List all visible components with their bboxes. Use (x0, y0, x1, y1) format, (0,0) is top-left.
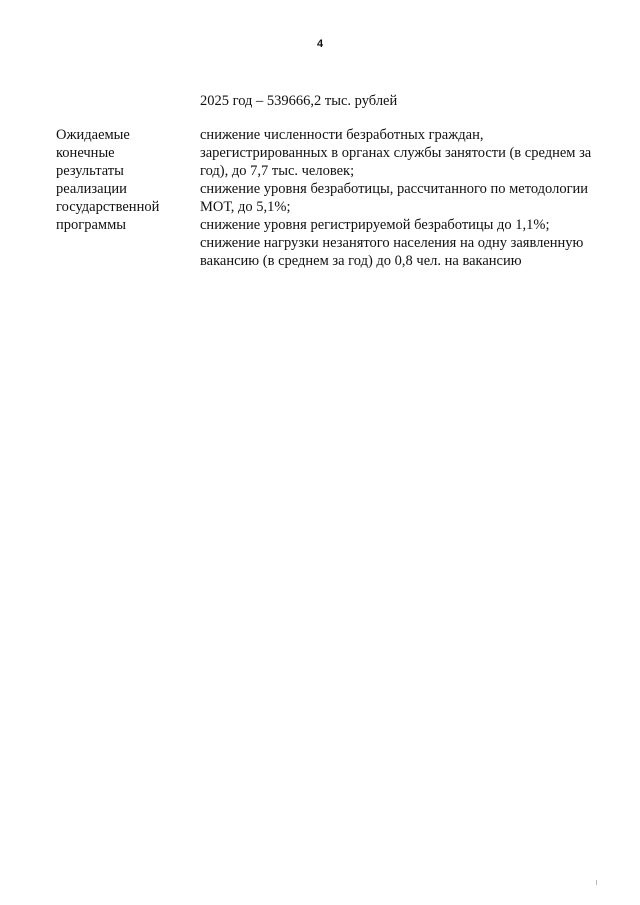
result-item-ilo-unemployment-rate: снижение уровня безработицы, рассчитанного по методологии МОТ, до 5,1%; (200, 181, 589, 215)
label-line: результаты (56, 163, 124, 179)
page-number: 4 (316, 38, 324, 50)
expected-results-label (56, 126, 186, 234)
result-item-registered-unemployment-rate: снижение уровня регистрируемой безработицы до 1,1%; (200, 217, 550, 233)
scan-mark (596, 880, 597, 885)
funding-line-2025: 2025 год – 539666,2 тыс. рублей (200, 93, 398, 109)
label-line: государственной (56, 199, 160, 215)
label-line: конечные (56, 145, 115, 161)
expected-results-list (200, 126, 610, 270)
label-line: Ожидаемые (56, 127, 130, 143)
label-line: реализации (56, 181, 127, 197)
result-item-unemployed-count: снижение численности безработных граждан, зарегистрированных в органах службы занятости (в среднем за год), до 7,7 тыс. человек; (200, 127, 592, 179)
label-line: программы (56, 217, 126, 233)
result-item-vacancy-load: снижение нагрузки незанятого населения на одну заявленную вакансию (в среднем за год) до 0,8 чел. на вакансию (200, 235, 584, 269)
